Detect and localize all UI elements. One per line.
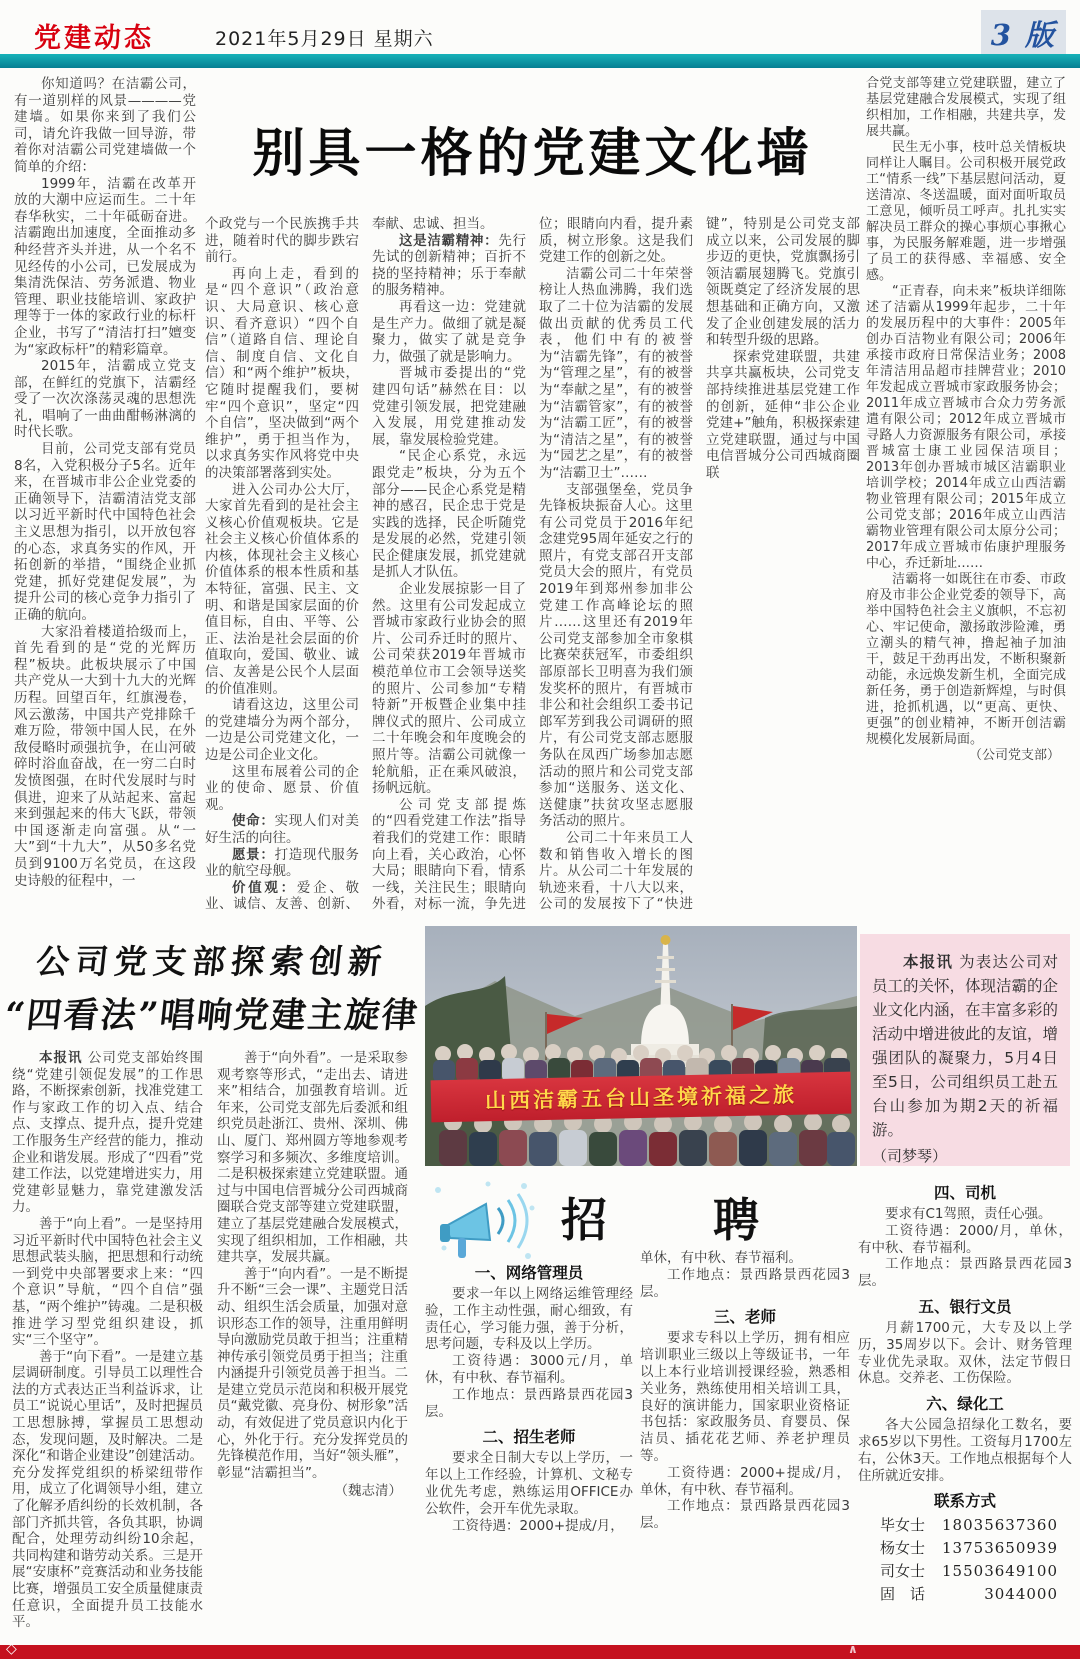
contact-row: 司女士 15503649100: [880, 1562, 1058, 1581]
article-paragraph: 支部强堡垒，党员争先锋板块振奋人心。这里有公司党员于2016年纪念建党95周年延安之行的照片，有党支部召开支部党员大会的照片，有党员2019年到郑州参加非公党建工作高峰论坛的照片……这里还有2019年公司党支部参加全市象棋比赛荣获冠军，市委组织部原部长卫明喜为我们颁发奖杯的照片，有晋城市非公和社会组织工委书记郎军芳到我公司调研的照片，有公司党支部志愿服务队在凤西广场参加志愿活动的照片和公司党支部参加“送服务、送文化、送健康”扶贫攻坚志愿服务活动的照片。: [539, 481, 693, 830]
article-paragraph: 善于“向内看”。一是不断提升不断“三会一课”、主题党日活动、组织生活会质量，加强对意识形态工作的领导，注重用鲜明导向激励党员敢于担当；注重精神传承引领党员勇于担当；注重内涵提升引领党员善于担当。二是建立党员示范岗和积极开展党员“戴党徽、亮身份、树形象”活动，有效促进了党员意识内化于心，外化于行。充分发挥党员的先锋模范作用，当好“领头雁”，彰显“洁霸担当”。: [217, 1265, 408, 1481]
photo-banner: 山西洁霸五台山圣境祈福之旅: [431, 1072, 852, 1123]
contact-title: 联系方式: [933, 1492, 996, 1511]
article-paragraph: 1999年，洁霸在改革开放的大潮中应运而生。二十年春华秋实，二十年砥砺奋进。洁霸跑出加速度，全面推动多种经营齐头并进，从一个名不见经传的小公司，已发展成为集清洗保洁、劳务派遣、物业管理、职业技能培训、家政护理等于一体的家政行业的标杆企业，书写了“清洁打扫”嬗变为“家政标杆”的精彩篇章。: [14, 175, 196, 358]
job-title: 二、招生老师: [482, 1428, 576, 1447]
mission-statement: 使命：实现人们对美好生活的向往。: [205, 813, 359, 846]
article-paragraph: 公司二十年来员工人数和销售收入增长的图片。从公司二十年发展的轨迹来看，十八大以来，公司的发展按下了“快进键”，特别是公司党支部成立以来，公司发展的脚步迈的更快，党旗飘扬引领洁霸展翅腾飞。党旗引领既奠定了经济发展的思想基础和正确方向，又激发了企业创建发展的活力和转型升级的思路。: [539, 216, 860, 913]
job-title: 一、网络管理员: [474, 1264, 584, 1282]
article-paragraph: 目前，公司党支部有党员8名，入党积极分子5名。近年来，在晋城市非公企业党委的正确领导下，洁霸清洁党支部以习近平新时代中国特色社会主义思想为指引，以开放包容的心态，求真务实的作风，开拓创新的举措，“围绕企业抓党建，抓好党建促发展”，为提升公司的核心竞争力指引了正确的航向。: [14, 441, 196, 623]
sub-article-headline-line1: 公司党支部探索创新: [34, 942, 390, 981]
job-detail: 单休，有中秋、春节福利。: [640, 1250, 802, 1266]
article-paragraph: 请看这边，这里公司的党建墙分为两个部分，一边是公司党建文化，一边是公司企业文化。: [205, 697, 359, 763]
photo-scene: [425, 926, 857, 1166]
article-paragraph: 企业发展掠影一目了然。这里有公司发起成立晋城市家政行业协会的照片、公司乔迁时的照片、公司荣获2019年晋城市模范单位市工会领导送奖的照片、公司参加“专精特新”开板暨企业集中挂牌仪式的照片、公司成立二十年晚会和年度晚会的照片等。洁霸公司就像一轮航船，正在乘风破浪，扬帆远航。: [372, 581, 526, 797]
article-paragraph: “正青春，向未来”板块详细陈述了洁霸从1999年起步，二十年的发展历程中的大事件：2005年创办百洁物业有限公司；2006年承接市政府日常保洁业务；2008年清洁用品超市挂牌营业；2010年发起成立晋城市家政服务协会；2011年成立晋城市合众力劳务派遣有限公司；2012年成立晋城市寻路人力资源服务有限公司，承接晋城富士康工业园保洁项目；2013年创办晋城市城区洁霸职业培训学校；2014年成立山西洁霸物业管理有限公司；2015年成立公司党支部；2016年成立山西洁霸物业管理有限公司太原分公司；2017年成立晋城市佑康护理服务中心，乔迁新址……: [866, 284, 1066, 571]
job-title: 五、银行文员: [918, 1297, 1012, 1316]
job-location: 工作地点：景西路景西花园3层。: [858, 1256, 1072, 1290]
recruitment-column-1: [425, 1256, 633, 1648]
issue-date: 2021年5月29日 星期六: [215, 28, 434, 50]
article-paragraph: 再看这一边：党建就是生产力。做细了就是凝聚力，做实了就是竞争力，做强了就是影响力。: [372, 298, 526, 365]
contact-row: 毕女士 18035637360: [880, 1516, 1058, 1535]
article-paragraph: 个政党与一个民族携手共进，随着时代的脚步跌宕前行。: [205, 216, 359, 266]
job-salary: 工资待遇：2000+提成/月，: [452, 1517, 624, 1534]
job-detail: 各大公园急招绿化工数名，要求65岁以下男性。工资每月1700左右，公休3天。工作地点根据每个人住所就近安排。: [858, 1417, 1072, 1484]
header-divider-bar: [0, 54, 1080, 68]
job-detail: 要求全日制大专以上学历，一年以上工作经验，计算机、文秘专业优先考虑，熟练运用OFFICE办公软件，会开车优先录取。: [425, 1450, 633, 1517]
job-detail: 要求专科以上学历，拥有相应培训职业三级以上等级证书，一年以上本行业培训授课经验，熟悉相关业务，熟练使用相关培训工具，良好的演讲能力，国家职业资格证书包括：家政服务员、育婴员、保洁员、插花花艺师、养老护理员等。: [640, 1330, 850, 1464]
diamond-icon: ◇: [6, 1641, 17, 1657]
brief-byline: （司梦琴）: [872, 1147, 948, 1165]
article-paragraph: 公司党支部提炼的“四看党建工作法”指导着我们的党建工作：眼睛向上看，关心政治，心怀大局；眼睛向下看，情系一线，关注民生；眼睛向外看，对标一流，争先进位；眼睛向内看，提升素质，树立形象。这是我们党建工作的创新之处。: [372, 216, 693, 913]
job-title: 三、老师: [713, 1308, 776, 1327]
page-number: 3 版: [990, 18, 1056, 52]
article-paragraph: 晋城市委提出的“党建四句话”赫然在目：以党建引领发展，把党建融入发展，用党建推动发展，靠发展检验党建。: [372, 365, 526, 448]
recruitment-column-2: [640, 1250, 850, 1648]
article-paragraph: 民生无小事，枝叶总关情板块同样让人瞩目。公司积极开展党政工“情系一线”下基层慰问活动，夏送清凉、冬送温暖，面对面听取员工意见，倾听员工呼声。扎扎实实解决员工群众的操心事烦心事揪心事，为民服务解难题，进一步增强了员工的获得感、幸福感、安全感。: [866, 140, 1066, 283]
article-paragraph: 再向上走，看到的是“四个意识”（政治意识、大局意识、核心意识、看齐意识）“四个自信”（道路自信、理论自信、制度自信、文化自信）和“两个维护”板块，它随时提醒我们，要树牢“四个意识”，坚定“四个自信”，坚决做到“两个维护”，勇于担当作为，以求真务实作风将党中央的决策部署落到实处。: [205, 265, 359, 481]
job-detail: 要求有C1驾照，责任心强。: [885, 1206, 1052, 1222]
values-statement: 价值观：爱企、敬业、诚信、友善、创新、奉献、忠诚、担当。: [205, 216, 494, 913]
job-salary: 工资待遇：2000+提成/月，单休，有中秋、春节福利。: [640, 1464, 850, 1498]
article-paragraph: 合党支部等建立党建联盟，建立了基层党建融合发展模式，实现了组织相加，工作相融，共建共享，发展共赢。: [866, 76, 1066, 139]
article-paragraph: 进入公司办公大厅，大家首先看到的是社会主义核心价值观板块。它是社会主义核心价值体系的内核，体现社会主义核心价值体系的根本性质和基本特征，富强、民主、文明、和谐是国家层面的价值目标，自由、平等、公正、法治是社会层面的价值取向，爱国、敬业、诚信、友善是公民个人层面的价值准则。: [205, 481, 359, 697]
article-paragraph: 善于“向下看”。一是建立基层调研制度。引导员工以理性合法的方式表达正当利益诉求，让员工“说说心里话”，及时把握员工思想脉搏，掌握员工思想动态，发现问题，及时解决。二是深化“和谐企业建设”创建活动。充分发挥党组织的桥梁纽带作用，成立了化调领导小组，建立了化解矛盾纠纷的长效机制，各部门齐抓共管，各负其职，协调配合，处理劳动纠纷10余起，共同构建和谐劳动关系。三是开展“安康杯”竞赛活动和业务技能比赛，增强员工安全质量健康责任意识，全面提升员工技能水平。: [12, 1348, 203, 1631]
job-location: 工作地点：景西路景西花园3层。: [425, 1386, 633, 1420]
sub-article-headline-line2: “四看法”唱响党建主旋律: [2, 995, 422, 1036]
sub-article-columns: [12, 1050, 408, 1644]
vision-statement: 愿景：打造现代服务业的航空母舰。: [205, 846, 359, 880]
brief-text: 本报讯 为表达公司对员工的关怀，体现洁霸的企业文化内涵，在丰富多彩的活动中增进彼此的友谊，增强团队的凝聚力，5月4日至5日，公司组织员工赴五台山参加为期2天的祈福游。: [872, 953, 1059, 1139]
contact-row: 杨女士 13753650939: [880, 1539, 1058, 1558]
recruitment-column-3: [858, 1176, 1072, 1648]
page-number-badge: [981, 10, 1066, 59]
article-paragraph: 这里布展着公司的企业的使命、愿景、价值观。: [205, 763, 359, 813]
article-paragraph: 探索党建联盟，共建共享共赢板块，公司党支部持续推进基层党建工作的创新，延伸“非公企业党建+”触角，积极探索建立党建联盟，通过与中国电信晋城分公司西城商圈联: [706, 348, 860, 481]
article-paragraph: “民企心系党，永远跟党走”板块，分为五个部分——民企心系党是精神的感召，民企忠于党是实践的选择，民企听随党是发展的必然，党建引领民企健康发展，抓党建就是抓人才队伍。: [372, 448, 526, 581]
job-location: 工作地点：景西路景西花园3层。: [640, 1266, 850, 1300]
article-paragraph: 你知道吗？在洁霸公司，有一道别样的风景————党建墙。如果你来到了我们公司，请允许我做一回导游，带着你对洁霸公司党建墙做一个简单的介绍：: [14, 76, 196, 175]
main-article-middle-columns: [205, 216, 860, 916]
article-paragraph: 本报讯 公司党支部始终围绕“党建引领促发展”的工作思路，不断探索创新，找准党建工作与家政工作的切入点、结合点、支撑点、提升点，提升党建工作服务生产经营的能力，推动企业和谐发展。形成了“四看”党建工作法，以党建增进实力，用党建彰显魅力，靠党建激发活力。: [12, 1050, 204, 1216]
main-headline: 别具一格的党建文化墙: [252, 123, 813, 184]
job-detail: 要求一年以上网络运维管理经验，工作主动性强，耐心细致，有责任心，学习能力强，善于分析，思考问题，专科及以上学历。: [425, 1286, 633, 1353]
main-article-right-column: [866, 76, 1066, 924]
job-salary: 工资待遇：3000元/月，单休，有中秋、春节福利。: [425, 1353, 633, 1386]
article-paragraph: 善于“向上看”。一是坚持用习近平新时代中国特色社会主义思想武装头脑，把思想和行动统一到党中央部署要求上来：“四个意识”导航，“四个自信”强基，“两个维护”铸魂。二是积极推进学习型党组织建设，抓实“三个坚守”。: [12, 1215, 203, 1349]
article-paragraph: 洁霸公司二十年荣誉榜让人热血沸腾，我们选取了二十位为洁霸的发展做出贡献的优秀员工代表，他们中有的被誉为“洁霸先锋”，有的被誉为“管理之星”，有的被誉为“奉献之星”，有的被誉为“洁霸管家”，有的被誉为“洁霸工匠”，有的被誉为“清洁之星”，有的被誉为“园艺之星”，有的被誉为“洁霸卫士”……: [539, 265, 693, 481]
main-article-left-column: [14, 76, 196, 924]
section-label: 党建动态: [34, 23, 154, 54]
article-paragraph: 洁霸将一如既往在市委、市政府及市非公企业党委的领导下，高举中国特色社会主义旗帜，不忘初心、牢记使命，激扬敢涉险滩，勇立潮头的精气神，撸起袖子加油干，鼓足干劲再出发，不断积聚新动能，永远焕发新生机，全面完成新任务，勇于创造新辉煌，与时俱进，抢抓机遇，以“更高、更快、更强”的创业精神，不断开创洁霸规模化发展新局面。: [866, 572, 1066, 747]
article-byline: （魏志清）: [334, 1483, 402, 1500]
article-paragraph: 善于“向外看”。一是采取参观考察等形式，“走出去、请进来”相结合，加强教育培训。近年来，公司党支部先后委派和组织党员赴浙江、贵州、深圳、佛山、厦门、郑州圆方等地参观考察学习和多频次、多维度培训。二是积极探索建立党建联盟。通过与中国电信晋城分公司西城商圈联合党支部等建立党建联盟，建立了基层党建融合发展模式，实现了组织相加，工作相融，共建共享，发展共赢。: [217, 1050, 408, 1266]
article-paragraph: 大家沿着楼道拾级而上，首先看到的是“党的光辉历程”板块。此板块展示了中国共产党从一大到十九大的光辉历程。回望百年，红旗漫卷，风云激荡，中国共产党排除千难万险，带领中国人民，在外敌侵略时顽强抗争，在山河破碎时浴血奋战，在一穷二白时发愤图强，在时代发展时与时俱进，迎来了从站起来、富起来到强起来的伟大飞跃，带领中国逐渐走向富强。从“一大”到“十九大”，从50多名党员到9100万名党员，在这段史诗般的征程中，一: [14, 623, 196, 889]
job-salary: 工资待遇：2000/月，单休，有中秋、春节福利。: [858, 1222, 1072, 1256]
article-byline: （公司党支部）: [968, 748, 1060, 763]
job-detail: 月薪1700元，大专及以上学历，35周岁以下。会计、财务管理专业优先录取。双休，法定节假日休息。交养老、工伤保险。: [858, 1319, 1072, 1387]
photo-news-brief: [860, 934, 1070, 1166]
chevron-up-icon: ∧: [848, 1642, 858, 1656]
job-title: 六、绿化工: [926, 1395, 1004, 1414]
group-photo: [425, 926, 857, 1166]
recruitment-title: 招 聘: [561, 1193, 789, 1247]
article-paragraph: 2015年，洁霸成立党支部，在鲜红的党旗下，洁霸经受了一次次涤荡灵魂的思想洗礼，唱响了一曲曲酣畅淋漓的时代长歌。: [14, 358, 196, 441]
job-location: 工作地点：景西路景西花园3层。: [640, 1498, 850, 1532]
contact-row: 固 话 3044000: [880, 1585, 1058, 1604]
job-title: 四、司机: [933, 1184, 996, 1202]
footer-bar: [0, 1641, 1080, 1659]
spirit-statement: 这是洁霸精神：先行先试的创新精神；百折不挠的坚持精神；乐于奉献的服务精神。: [372, 232, 526, 299]
